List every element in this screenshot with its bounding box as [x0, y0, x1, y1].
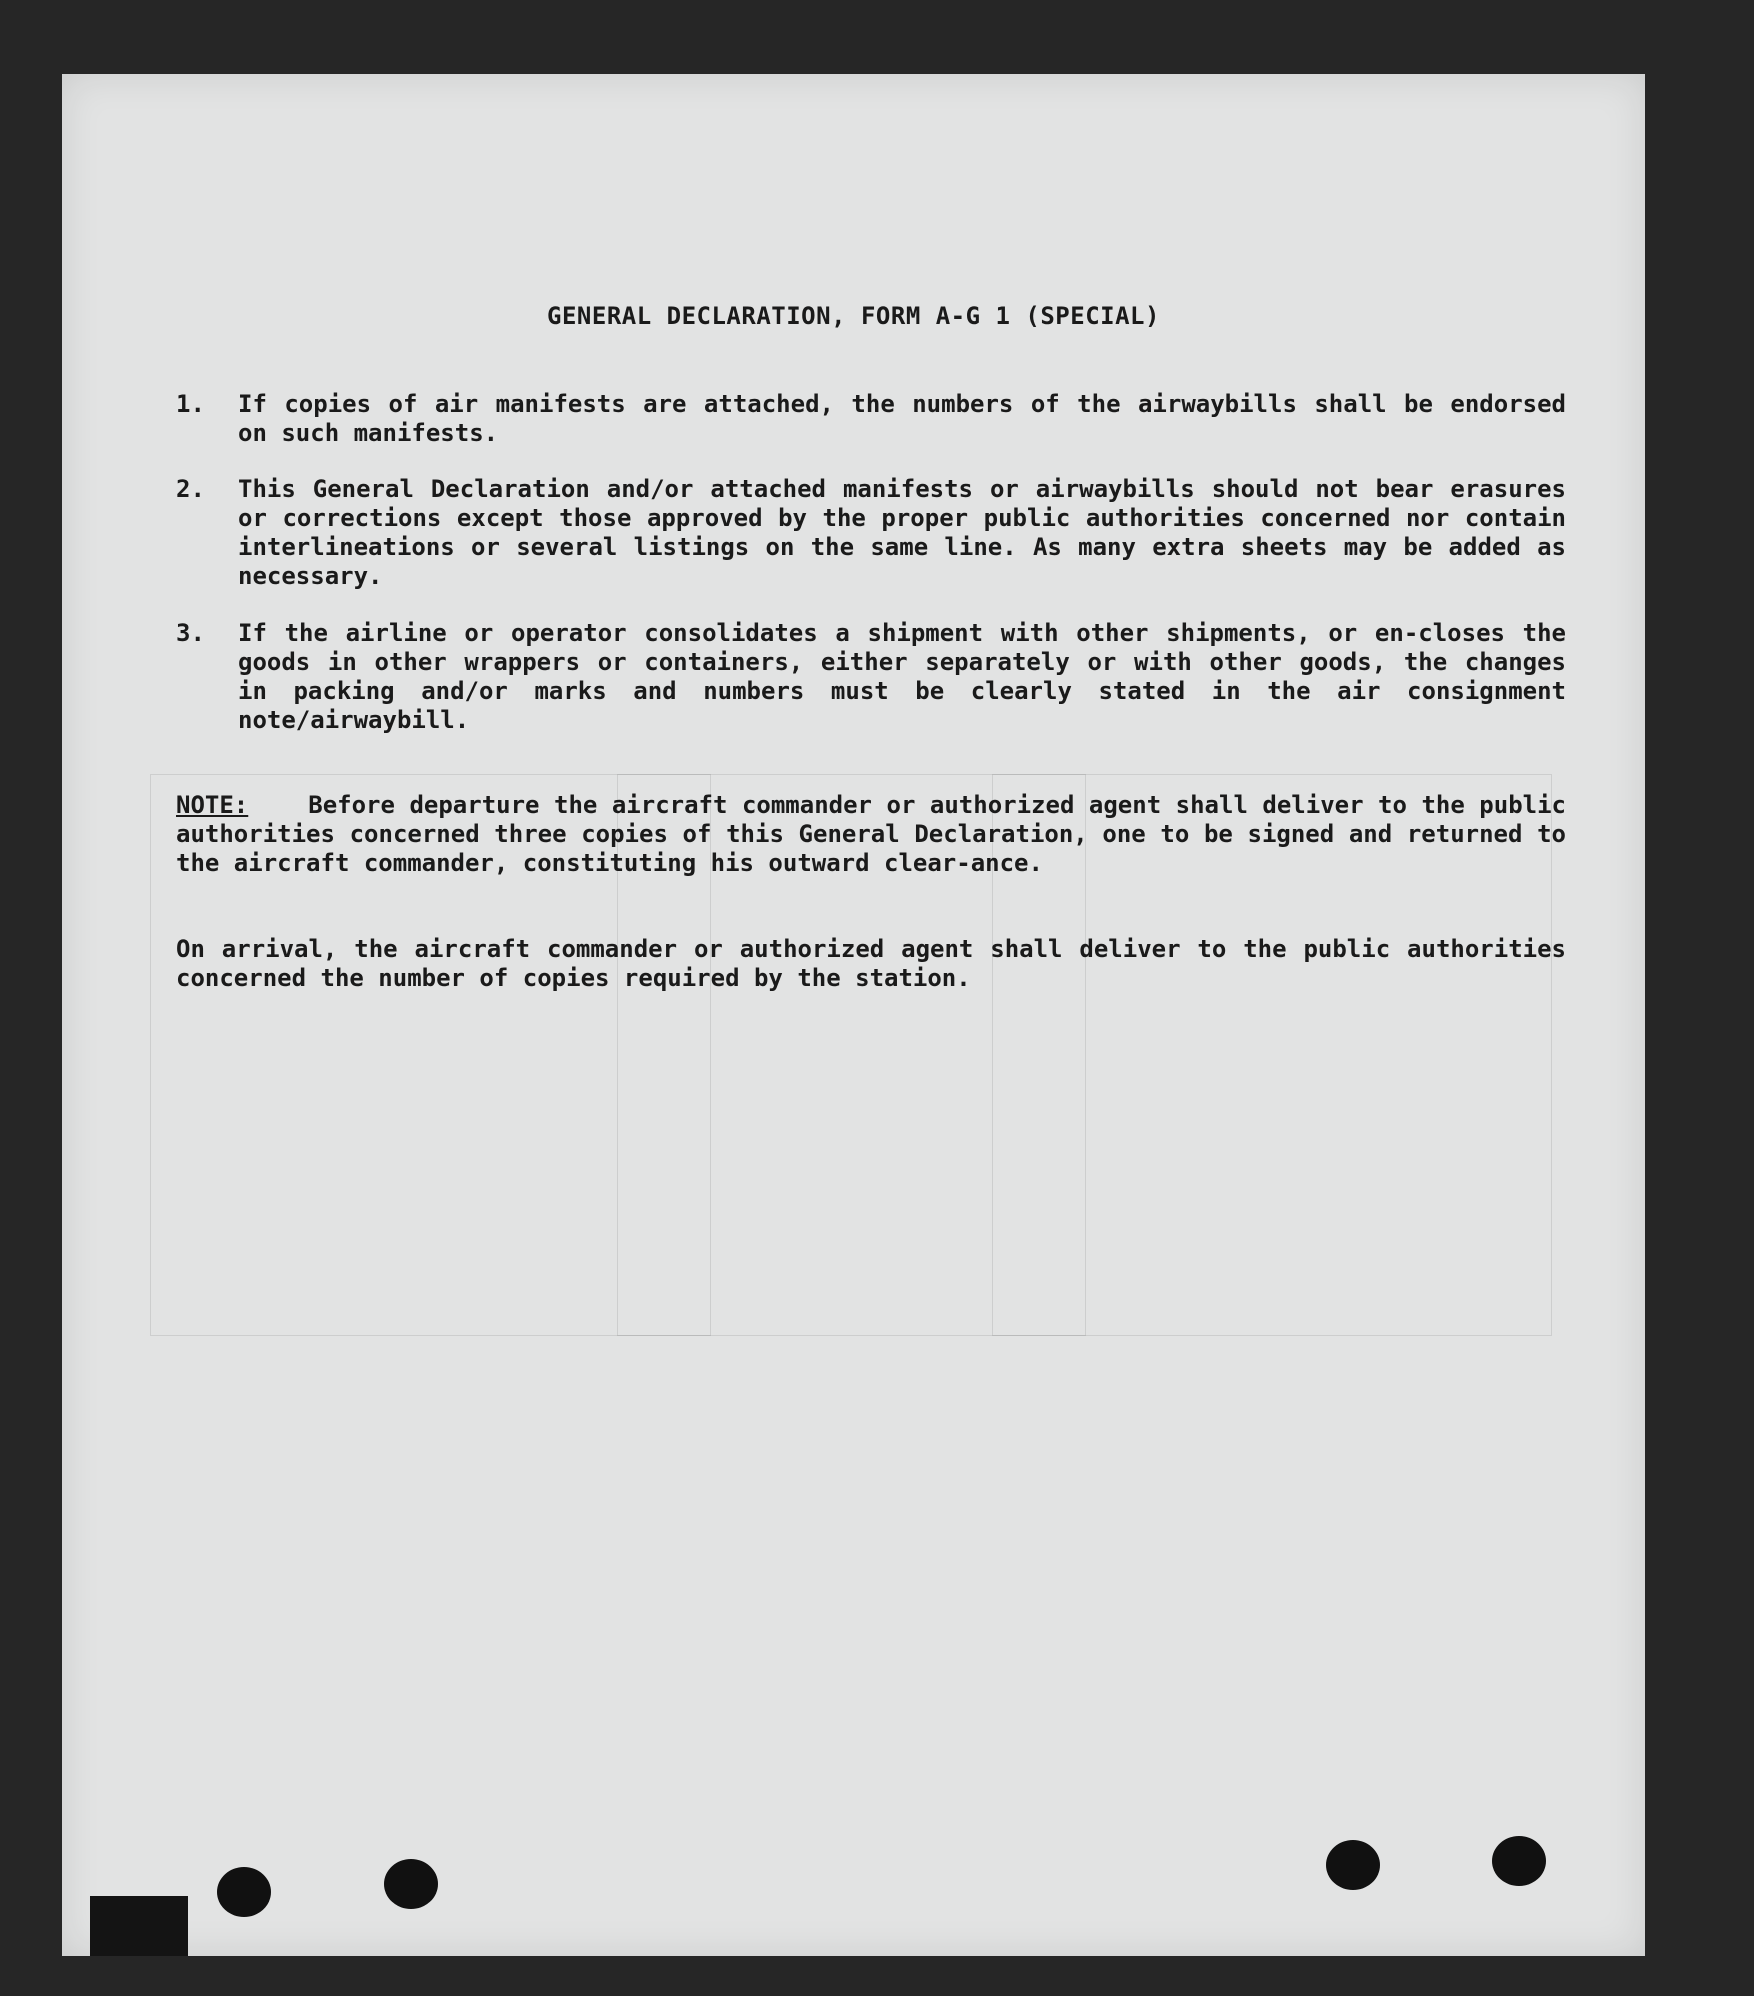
punch-hole [217, 1867, 271, 1917]
list-item-number: 3. [176, 619, 205, 647]
list-item-text: If copies of air manifests are attached, the numbers of the airwaybills shall be endorsed on such manifests. [238, 390, 1566, 447]
punch-hole [1326, 1840, 1380, 1890]
list-item-number: 2. [176, 475, 205, 503]
punch-hole [1492, 1836, 1546, 1886]
note-text: Before departure the aircraft commander or authorized agent shall deliver to the public authorities concerned three copies of this General Declaration, one to be signed and returned to the aircraft commander, constituting his outward clear-ance. [176, 791, 1566, 877]
note-paragraph [176, 791, 1566, 878]
list-item-number: 1. [176, 390, 205, 418]
arrival-paragraph: On arrival, the aircraft commander or authorized agent shall deliver to the public authorities concerned the number of copies required by the station. [176, 935, 1566, 992]
punch-hole [384, 1859, 438, 1909]
torn-corner [90, 1896, 188, 1956]
list-item [176, 619, 1566, 739]
list-item-text: If the airline or operator consolidates a shipment with other shipments, or en-closes the goods in other wrappers or containers, either separately or with other goods, the changes in packing and/or marks and numbers must be clearly stated in the air consignment note/airwaybill. [238, 619, 1566, 734]
note-label: NOTE: [176, 791, 249, 819]
list-item [176, 390, 1566, 450]
list-item-text: This General Declaration and/or attached manifests or airwaybills should not bear erasures or corrections except those approved by the proper public authorities concerned nor contain interlineations or several listings on the same line. As many extra sheets may be added as necessary. [238, 475, 1566, 590]
list-item [176, 475, 1566, 595]
page-title: GENERAL DECLARATION, FORM A-G 1 (SPECIAL) [547, 302, 1160, 330]
document-page [62, 74, 1645, 1956]
